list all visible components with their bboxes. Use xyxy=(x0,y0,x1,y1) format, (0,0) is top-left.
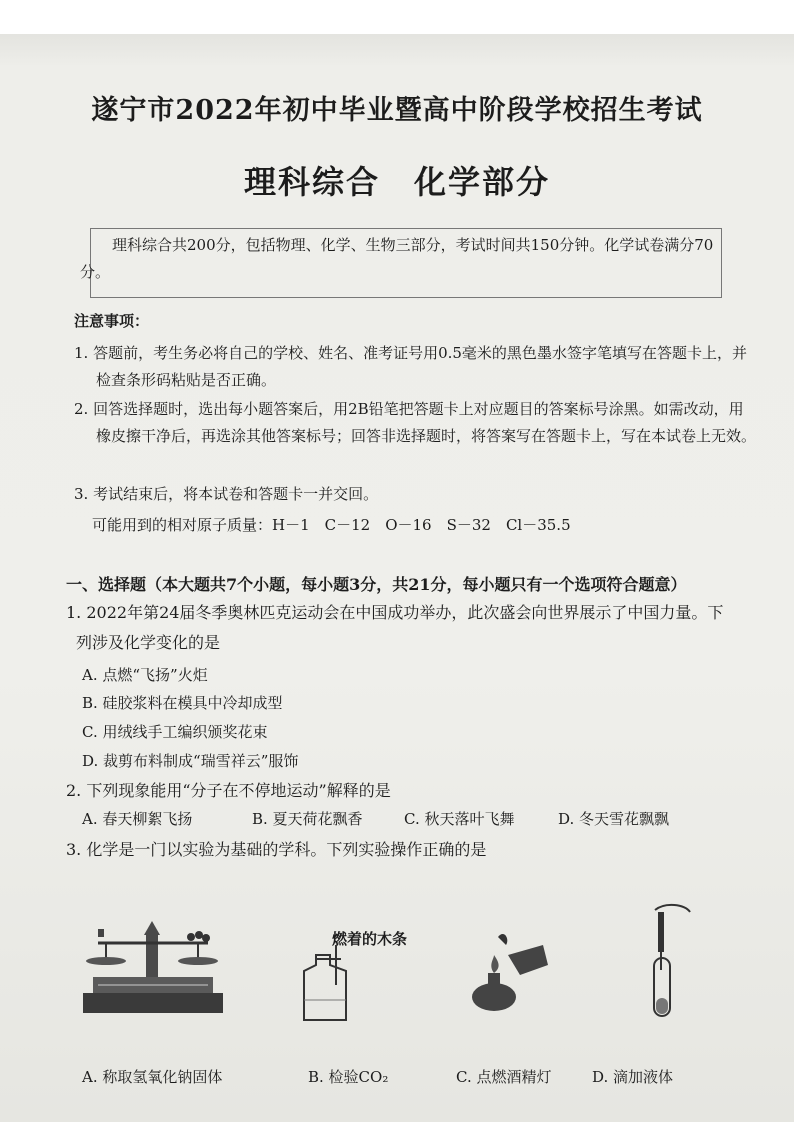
q2-option-b: B. 夏天荷花飘香 xyxy=(252,810,363,828)
q2-option-c: C. 秋天落叶飞舞 xyxy=(404,810,515,828)
notice-item-3: 3. 考试结束后，将本试卷和答题卡一并交回。 xyxy=(74,485,379,503)
q1-stem xyxy=(66,598,736,658)
q1-stem-line2: 列涉及化学变化的是 xyxy=(76,633,221,652)
top-margin xyxy=(0,0,794,34)
q3-caption-c: C. 点燃酒精灯 xyxy=(456,1068,552,1086)
notice-item-2: 2. 回答选择题时，选出每小题答案后，用2B铅笔把答题卡上对应题目的答案标号涂黑。如需改动，用橡皮擦干净后，再选涂其他答案标号；回答非选择题时，将答案写在答题卡上，写在本试卷上无效。 xyxy=(74,400,757,445)
atomic-masses: 可能用到的相对原子质量：H－1 C－12 O－16 S－32 Cl－35.5 xyxy=(92,516,571,534)
balance-scale-figure xyxy=(78,915,228,1020)
q2-option-d: D. 冬天雪花飘飘 xyxy=(558,810,670,828)
intro-text: 理科综合共200分，包括物理、化学、生物三部分，考试时间共150分钟。化学试卷满分70分。 xyxy=(80,236,714,281)
dropper-test-tube-figure xyxy=(640,902,700,1022)
gas-bottle-figure xyxy=(296,945,366,1025)
notice-heading: 注意事项： xyxy=(74,312,150,330)
q3-caption-b: B. 检验CO₂ xyxy=(308,1068,389,1086)
q1-option-c: C. 用绒线手工编织颁奖花束 xyxy=(82,723,268,741)
alcohol-lamp-figure xyxy=(468,925,558,1015)
exam-title: 遂宁市2022年初中毕业暨高中阶段学校招生考试 xyxy=(91,95,703,126)
q1-option-b: B. 硅胶浆料在模具中冷却成型 xyxy=(82,694,283,712)
exam-subtitle: 理科综合 化学部分 xyxy=(243,163,550,201)
q3-caption-d: D. 滴加液体 xyxy=(592,1068,674,1086)
q3-stem: 3. 化学是一门以实验为基础的学科。下列实验操作正确的是 xyxy=(66,840,487,859)
q2-stem: 2. 下列现象能用“分子在不停地运动”解释的是 xyxy=(66,781,391,800)
burning-stick-label: 燃着的木条 xyxy=(332,930,408,948)
q2-option-a: A. 春天柳絮飞扬 xyxy=(82,810,193,828)
q3-caption-a: A. 称取氢氧化钠固体 xyxy=(82,1068,223,1086)
q1-stem-line1: 1. 2022年第24届冬季奥林匹克运动会在中国成功举办，此次盛会向世界展示了中国力量。下 xyxy=(66,603,724,622)
notice-item-1: 1. 答题前，考生务必将自己的学校、姓名、准考证号用0.5毫米的黑色墨水签字笔填写在答题卡上，并检查条形码粘贴是否正确。 xyxy=(74,344,747,389)
q1-option-a: A. 点燃“飞扬”火炬 xyxy=(82,666,208,684)
q1-option-d: D. 裁剪布料制成“瑞雪祥云”服饰 xyxy=(82,752,299,770)
section-heading: 一、选择题（本大题共7个小题，每小题3分，共21分，每小题只有一个选项符合题意） xyxy=(66,575,687,594)
